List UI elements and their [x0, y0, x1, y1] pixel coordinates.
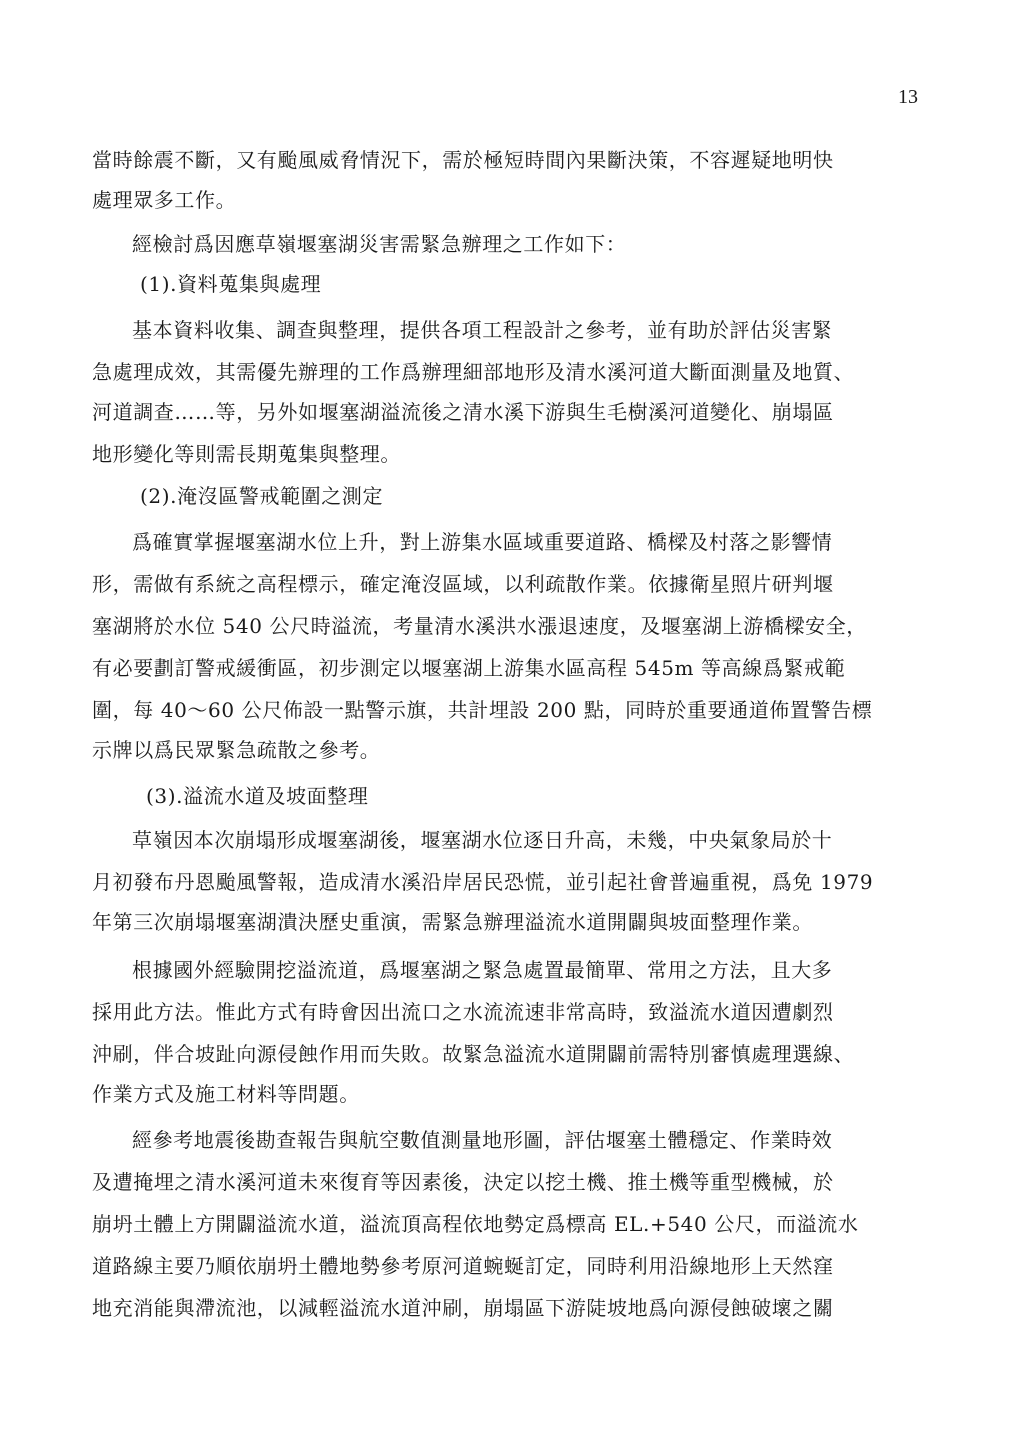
- text-line: 塞湖將於水位 540 公尺時溢流，考量清水溪洪水漲退速度，及堰塞湖上游橋樑安全，: [92, 614, 867, 638]
- text-line: 地形變化等則需長期蒐集與整理。: [92, 442, 401, 466]
- text-line: 地充消能與滯流池，以減輕溢流水道沖刷，崩塌區下游陡坡地爲向源侵蝕破壞之關: [92, 1296, 834, 1320]
- text-line: 急處理成效，其需優先辦理的工作爲辦理細部地形及清水溪河道大斷面測量及地質、: [92, 360, 855, 384]
- text-line: 採用此方法。惟此方式有時會因出流口之水流流速非常高時，致溢流水道因遭劇烈: [92, 1000, 834, 1024]
- section-heading: (2).淹沒區警戒範圍之測定: [140, 484, 384, 508]
- section-heading: (3).溢流水道及坡面整理: [146, 784, 369, 808]
- text-line: 草嶺因本次崩塌形成堰塞湖後，堰塞湖水位逐日升高，未幾，中央氣象局於十: [132, 828, 833, 852]
- text-line: 根據國外經驗開挖溢流道，爲堰塞湖之緊急處置最簡單、常用之方法，且大多: [132, 958, 833, 982]
- text-line: 經檢討爲因應草嶺堰塞湖災害需緊急辦理之工作如下：: [132, 232, 627, 256]
- page-number: 13: [898, 86, 918, 108]
- text-line: 沖刷，伴合坡趾向源侵蝕作用而失敗。故緊急溢流水道開闢前需特別審慎處理選線、: [92, 1042, 855, 1066]
- section-heading: (1).資料蒐集與處理: [140, 272, 322, 296]
- text-line: 月初發布丹恩颱風警報，造成清水溪沿岸居民恐慌，並引起社會普遍重視，爲免 1979: [92, 870, 874, 894]
- text-line: 圍，每 40～60 公尺佈設一點警示旗，共計埋設 200 點，同時於重要通道佈置警告標: [92, 698, 873, 722]
- text-line: 河道調查……等，另外如堰塞湖溢流後之清水溪下游與生毛樹溪河道變化、崩塌區: [92, 400, 834, 424]
- text-line: 有必要劃訂警戒緩衝區，初步測定以堰塞湖上游集水區高程 545m 等高線爲緊戒範: [92, 656, 846, 680]
- text-line: 年第三次崩塌堰塞湖潰決歷史重演，需緊急辦理溢流水道開闢與坡面整理作業。: [92, 910, 813, 934]
- text-line: 及遭掩埋之清水溪河道未來復育等因素後，決定以挖土機、推土機等重型機械，於: [92, 1170, 834, 1194]
- text-line: 基本資料收集、調查與整理，提供各項工程設計之參考，並有助於評估災害緊: [132, 318, 833, 342]
- text-line: 當時餘震不斷，又有颱風威脅情況下，需於極短時間內果斷決策，不容遲疑地明快: [92, 148, 834, 172]
- text-line: 示牌以爲民眾緊急疏散之參考。: [92, 738, 381, 762]
- text-line: 處理眾多工作。: [92, 188, 237, 212]
- text-line: 道路線主要乃順依崩坍土體地勢參考原河道蜿蜒訂定，同時利用沿線地形上天然窪: [92, 1254, 834, 1278]
- text-line: 經參考地震後勘查報告與航空數值測量地形圖，評估堰塞土體穩定、作業時效: [132, 1128, 833, 1152]
- text-line: 爲確實掌握堰塞湖水位上升，對上游集水區域重要道路、橋樑及村落之影響情: [132, 530, 833, 554]
- text-line: 崩坍土體上方開闢溢流水道，溢流頂高程依地勢定爲標高 EL.+540 公尺，而溢流水: [92, 1212, 859, 1236]
- text-line: 形，需做有系統之高程標示，確定淹沒區域，以利疏散作業。依據衛星照片研判堰: [92, 572, 834, 596]
- text-line: 作業方式及施工材料等問題。: [92, 1082, 360, 1106]
